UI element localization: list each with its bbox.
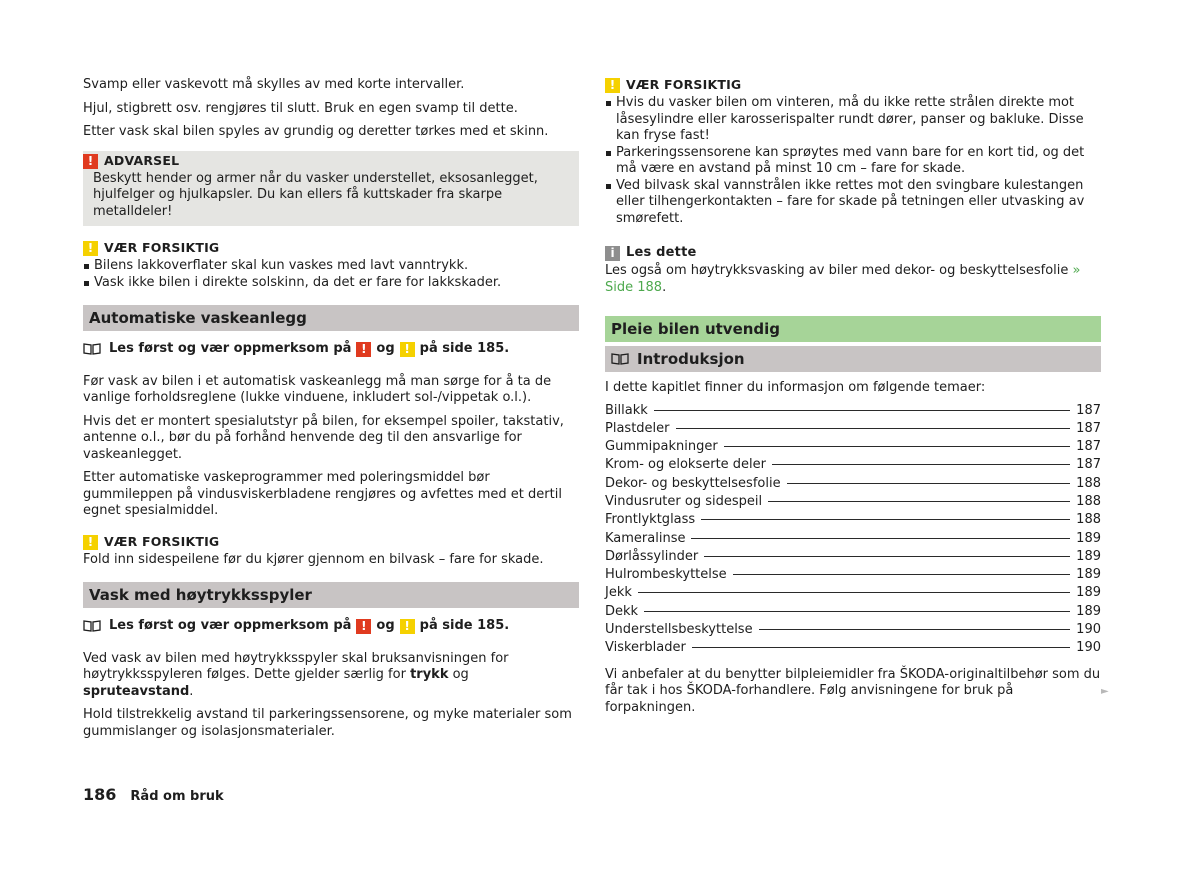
caution-notice [605,77,1101,227]
toc-page: 189 [1076,603,1101,619]
toc-leader [676,428,1071,429]
toc-title: Dekk [605,603,639,619]
toc-entry[interactable] [605,622,1101,640]
section-heading-automatic-wash: Automatiske vaskeanlegg [83,305,579,331]
toc-entry[interactable] [605,421,1101,439]
toc-leader [644,611,1070,612]
toc-page: 188 [1076,475,1101,491]
toc-title: Dørlåssylinder [605,548,699,564]
section-heading-pressure-washer: Vask med høytrykksspyler [83,582,579,608]
toc-page: 190 [1076,622,1101,638]
toc-title: Dekor- og beskyttelsesfolie [605,475,781,491]
toc-leader [638,592,1070,593]
caution-icon: ! [83,535,98,550]
toc-entry[interactable] [605,457,1101,475]
chapter-name: Råd om bruk [130,789,224,804]
warning-icon: ! [356,342,371,357]
intro-paragraph: Svamp eller vaskevott må skylles av med korte intervaller. [83,77,465,92]
toc-leader [692,647,1070,648]
intro-paragraph: Hjul, stigbrett osv. rengjøres til slutt. Bruk en egen svamp til dette. [83,100,518,116]
toc-page: 189 [1076,548,1101,564]
toc-page: 187 [1076,402,1101,418]
continue-arrow-icon: ► [1101,686,1109,697]
toc-title: Hulrombeskyttelse [605,567,727,583]
toc-title: Vindusruter og sidespeil [605,493,763,509]
bullet-icon [606,151,611,156]
toc-page: 187 [1076,420,1101,436]
body-paragraph: Ved vask av bilen med høytrykksspyler skal bruksanvisningen for høytrykksspyleren følges. Dette gjelder særlig for trykk og spruteavstand. [83,650,509,699]
toc-title: Gummipakninger [605,439,718,455]
toc-leader [759,629,1071,630]
caution-label: VÆR FORSIKTIG [104,240,220,256]
bullet-icon [606,101,611,106]
body-paragraph: Etter automatiske vaskeprogrammer med poleringsmiddel bør gummileppen på vindusviskerbladene rengjøres og avfettes med et dertil egnet spesialmiddel. [83,470,562,518]
toc-entry[interactable] [605,549,1101,567]
toc-leader [724,446,1070,447]
toc-entry[interactable] [605,640,1101,658]
caution-icon: ! [400,342,415,357]
note-box [605,245,1101,296]
caution-notice [83,534,579,569]
toc-page: 189 [1076,585,1101,601]
caution-icon: ! [400,619,415,634]
toc-leader [733,574,1071,575]
read-first-reference: Les først og vær oppmerksom på ! og ! på side 185. [83,341,579,358]
toc-page: 190 [1076,640,1101,656]
page-number: 186 [83,785,117,804]
read-first-reference: Les først og vær oppmerksom på ! og ! på side 185. [83,618,579,635]
book-icon [83,620,101,632]
toc-title: Kameralinse [605,530,686,546]
toc-title: Understellsbeskyttelse [605,622,753,638]
bullet-icon [84,281,89,286]
bullet-item: Parkeringssensorene kan sprøytes med vann bare for en kort tid, og det må være en avstand på minst 10 cm – fare for skade. [605,145,1101,178]
warning-icon: ! [356,619,371,634]
toc-entry[interactable] [605,604,1101,622]
toc-title: Billakk [605,402,648,418]
warning-text: Beskytt hender og armer når du vasker understellet, eksosanlegget, hjulfelger og hjulkapsler. Du kan ellers få kuttskader fra skarpe metalldeler! [93,170,538,219]
toc-title: Frontlyktglass [605,512,696,528]
toc-page: 187 [1076,457,1101,473]
caution-text: Fold inn sidespeilene før du kjører gjennom en bilvask – fare for skade. [83,551,544,567]
toc-entry[interactable] [605,531,1101,549]
toc-page: 189 [1076,567,1101,583]
book-icon [83,343,101,355]
warning-label: ADVARSEL [104,152,180,168]
toc-leader [701,519,1070,520]
toc-entry[interactable] [605,403,1101,421]
caution-label: VÆR FORSIKTIG [104,533,220,549]
body-paragraph: Hvis det er montert spesialutstyr på bilen, for eksempel spoiler, takstativ, antenne o.l., bør du på forhånd henvende deg til den ansvarlige for vaskeanlegget. [83,413,564,462]
caution-notice [83,240,579,291]
toc-leader [787,483,1071,484]
closing-paragraph: Vi anbefaler at du benytter bilpleiemidler fra ŠKODA-originaltilbehør som du får tak i hos ŠKODA-forhandlere. Følg anvisningene for bruk på forpakningen. [605,666,1101,715]
page-footer [83,787,224,806]
warning-icon: ! [83,154,98,169]
body-paragraph: Før vask av bilen i et automatisk vaskeanlegg må man sørge for å ta de vanlige forholdsreglene (lukke vinduene, inkludert sol-/vippetak o.l.). [83,373,552,405]
toc-title: Krom- og elokserte deler [605,457,767,473]
warning-box [83,151,579,227]
bullet-item: Ved bilvask skal vannstrålen ikke rettes mot den svingbare kulestangen eller tilhengerkontakten – fare for skade på tetningen eller utvasking av smørefett. [605,178,1101,228]
toc-entry[interactable] [605,494,1101,512]
toc-leader [772,464,1070,465]
toc-leader [704,556,1070,557]
note-text: Les også om høytrykksvasking av biler med dekor- og beskyttelsesfolie » Side 188. [605,263,1081,295]
page-reference-link[interactable]: » Side 188 [605,263,1081,295]
toc-entry[interactable] [605,512,1101,530]
book-icon [611,353,629,365]
toc-leader [691,538,1070,539]
caution-icon: ! [83,241,98,256]
bullet-item: Vask ikke bilen i direkte solskinn, da det er fare for lakkskader. [83,275,579,292]
page-reference-link[interactable]: på side 185. [419,618,510,633]
toc-entry[interactable] [605,476,1101,494]
info-icon: i [605,246,620,261]
toc-title: Plastdeler [605,420,670,436]
toc-title: Jekk [605,585,632,601]
bullet-item: Hvis du vasker bilen om vinteren, må du ikke rette strålen direkte mot låsesylindre eller karosserispalter rundt dører, panser og bakluke. Disse kan fryse fast! [605,95,1101,145]
caution-icon: ! [605,78,620,93]
note-label: Les dette [626,245,697,261]
section-heading-introduction: Introduksjon [605,346,1101,372]
toc-page: 188 [1076,512,1101,528]
bullet-icon [606,184,611,189]
bullet-item: Bilens lakkoverflater skal kun vaskes med lavt vanntrykk. [83,258,579,275]
toc-entry[interactable] [605,439,1101,457]
right-column [605,77,1101,723]
bullet-icon [84,264,89,269]
toc-entry[interactable] [605,567,1101,585]
intro-paragraph: Etter vask skal bilen spyles av grundig og deretter tørkes med et skinn. [83,124,549,139]
section-heading-exterior-care: Pleie bilen utvendig [605,316,1101,342]
page-reference-link[interactable]: på side 185. [419,341,510,356]
toc-leader [654,410,1070,411]
toc-page: 189 [1076,530,1101,546]
caution-label: VÆR FORSIKTIG [626,77,742,93]
left-column [83,77,579,747]
intro-paragraph: I dette kapitlet finner du informasjon om følgende temaer: [605,380,986,395]
table-of-contents [605,403,1101,659]
toc-entry[interactable] [605,585,1101,603]
toc-page: 187 [1076,439,1101,455]
toc-page: 188 [1076,493,1101,509]
toc-leader [768,501,1070,502]
toc-title: Viskerblader [605,640,686,656]
body-paragraph: Hold tilstrekkelig avstand til parkeringssensorene, og myke materialer som gummislanger og isolasjonsmaterialer. [83,707,572,739]
